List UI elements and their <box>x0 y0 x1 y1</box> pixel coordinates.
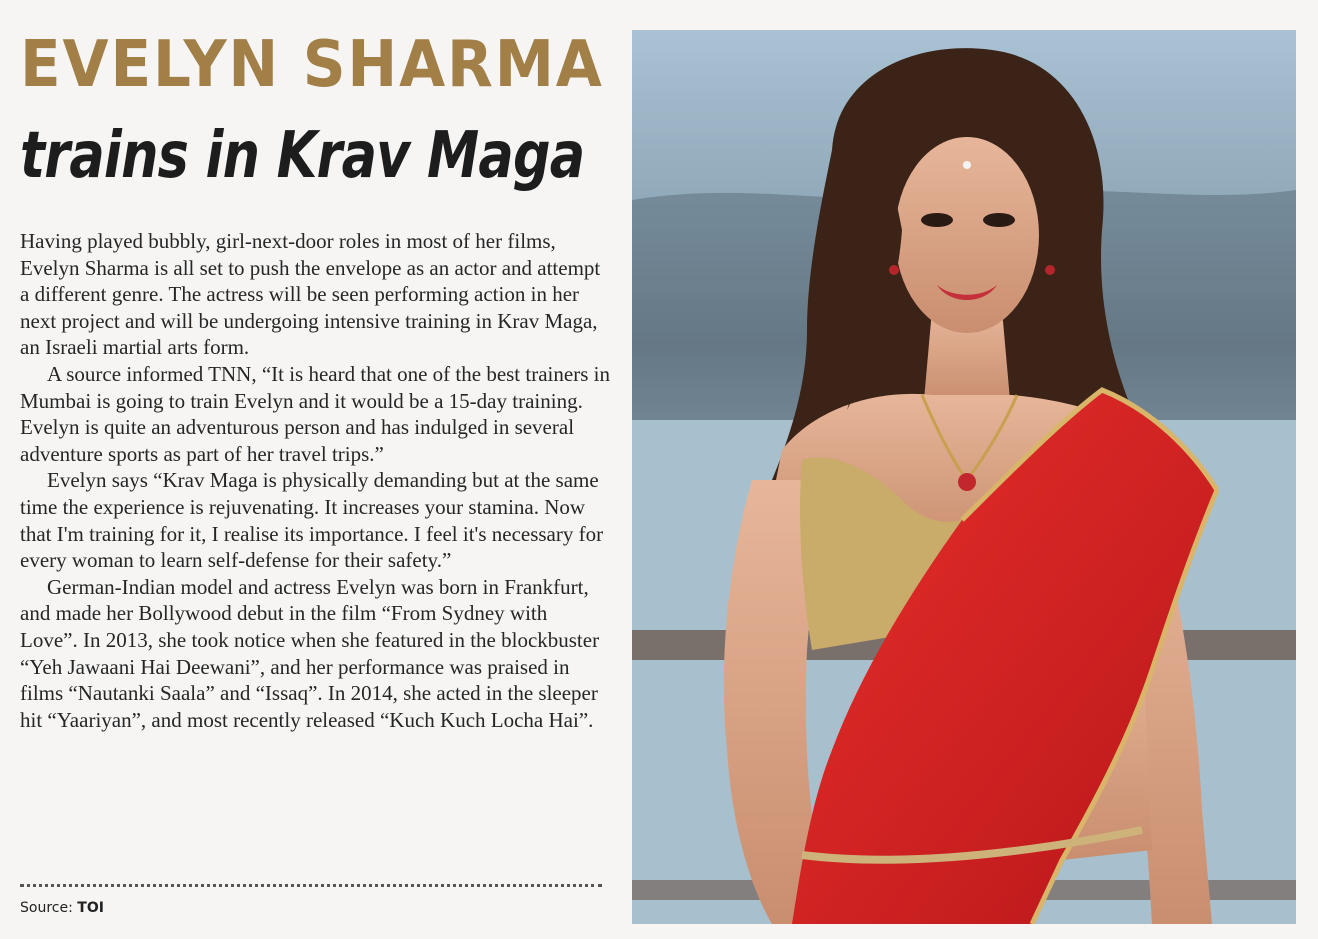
article-paragraph: Having played bubbly, girl-next-door roles in most of her films, Evelyn Sharma is all set to push the envelope as an actor and attempt a different genre. The actress will be seen performing action in her next project and will be undergoing intensive training in Krav Maga, an Israeli martial arts form. <box>20 229 601 360</box>
article-paragraph: A source informed TNN, “It is heard that one of the best trainers in Mumbai is going to train Evelyn and it would be a 15-day training. Evelyn is quite an adventurous person and has indulged in several adventure sports as part of her travel trips.” <box>20 361 610 466</box>
article-body <box>20 228 610 733</box>
article-subheadline: trains in Krav Maga <box>20 119 585 193</box>
article-column <box>20 26 610 926</box>
article-paragraph: German-Indian model and actress Evelyn was born in Frankfurt, and made her Bollywood debut in the film “From Sydney with Love”. In 2013, she took notice when she featured in the blockbuster “Yeh Jawaani Hai Deewani”, and her performance was praised in films “Nautanki Saala” and “Issaq”. In 2014, she acted in the sleeper hit “Yaariyan”, and most recently released “Kuch Kuch Locha Hai”. <box>20 574 600 732</box>
source-name: TOI <box>77 900 104 916</box>
article-headline: EVELYN SHARMA <box>20 28 604 102</box>
source-credit <box>20 900 104 916</box>
article-photo <box>632 30 1296 924</box>
article-paragraph: Evelyn says “Krav Maga is physically demanding but at the same time the experience is rejuvenating. It increases your stamina. Now that I'm training for it, I realise its importance. I feel it's necessary for every woman to learn self-defense for their safety.” <box>20 468 604 573</box>
source-label: Source: <box>20 900 73 916</box>
dotted-divider <box>20 884 602 887</box>
portrait-illustration <box>632 30 1296 924</box>
